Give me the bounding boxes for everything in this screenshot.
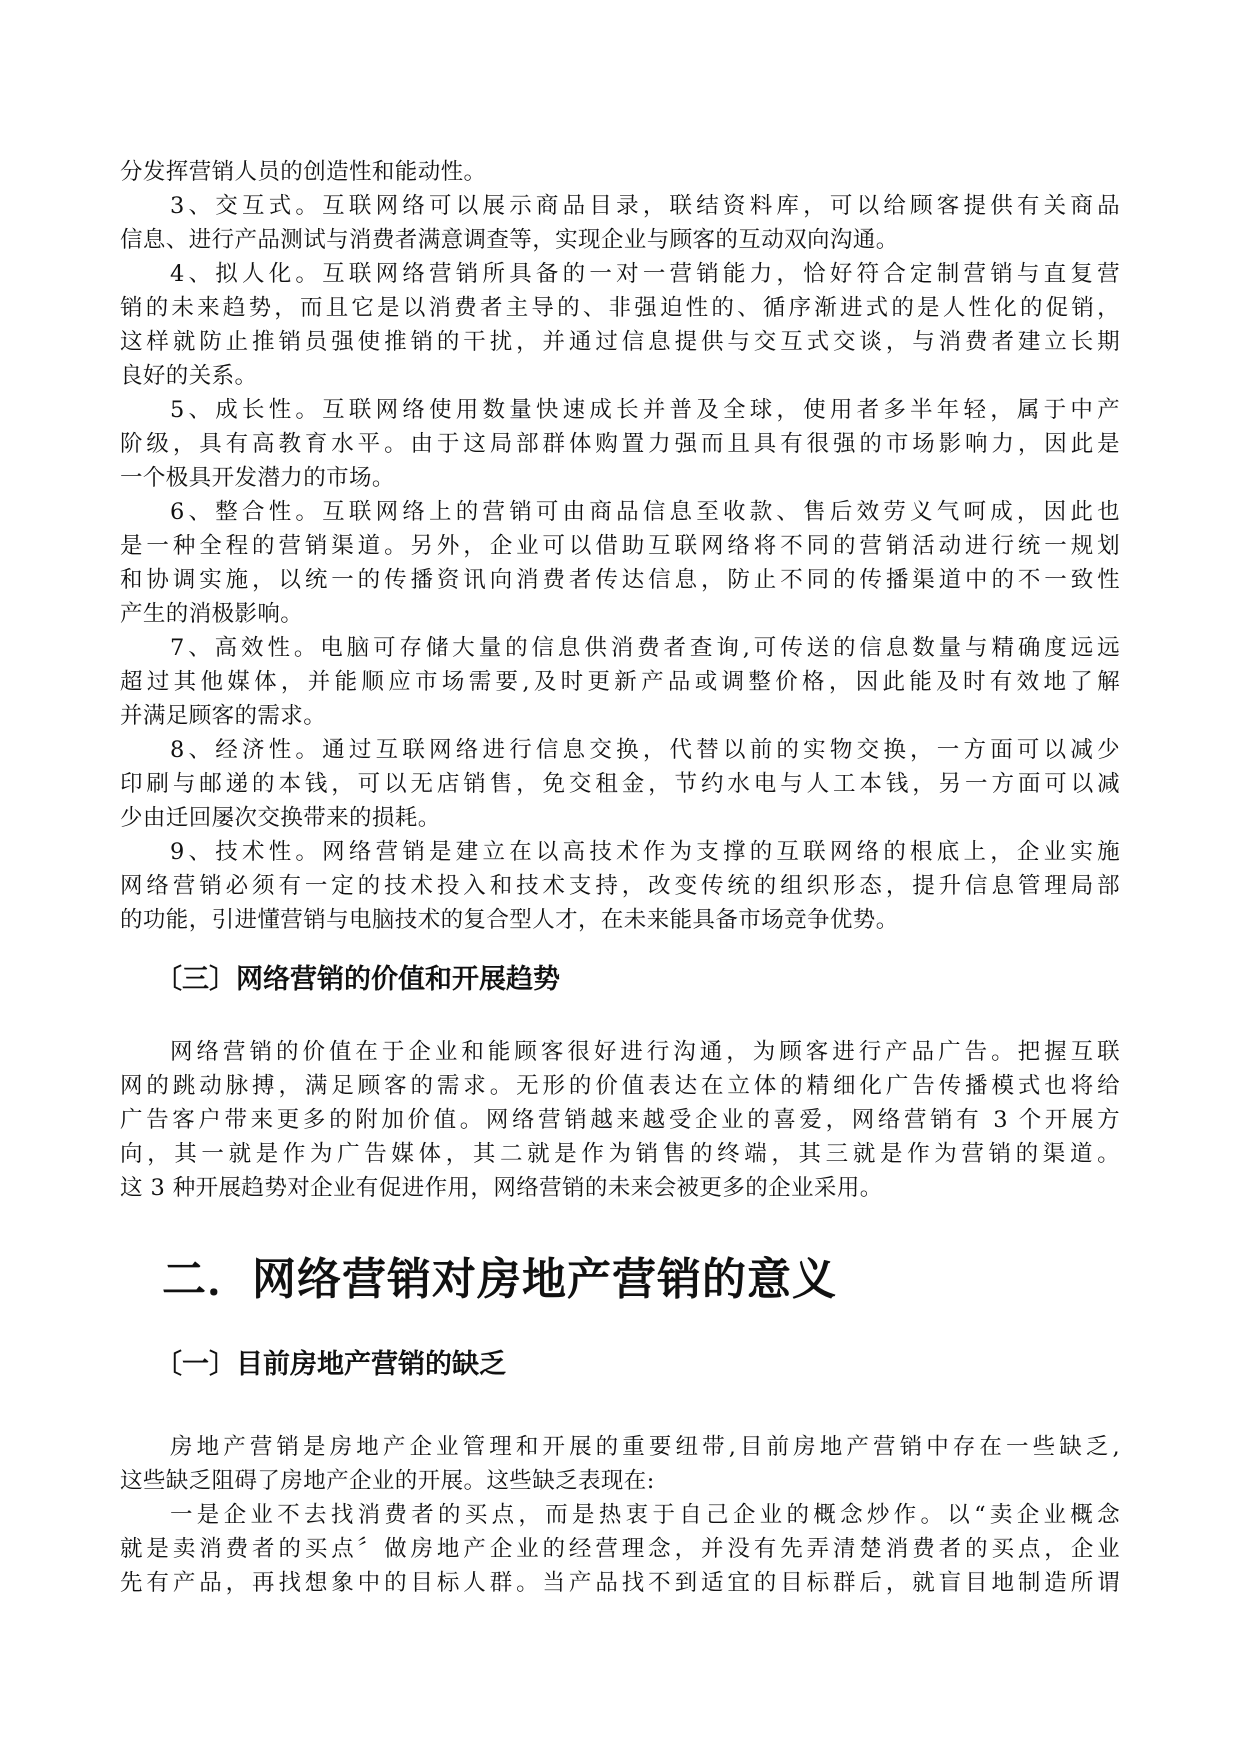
paragraph-line: 少由迁回屡次交换带来的损耗。 xyxy=(120,805,441,831)
paragraph-line: 3、交互式。互联网络可以展示商品目录，联结资料库，可以给顾客提供有关商品 xyxy=(170,193,1120,219)
paragraph-line: 先有产品，再找想象中的目标人群。当产品找不到适宜的目标群后，就盲目地制造所谓 xyxy=(120,1570,1120,1596)
paragraph-line: 这 3 种开展趋势对企业有促进作用，网络营销的未来会被更多的企业采用。 xyxy=(120,1175,883,1201)
paragraph-line: 向，其一就是作为广告媒体，其二就是作为销售的终端，其三就是作为营销的渠道。 xyxy=(120,1141,1120,1167)
paragraph-line: 这样就防止推销员强使推销的干扰，并通过信息提供与交互式交谈，与消费者建立长期 xyxy=(120,329,1120,355)
paragraph-line: 产生的消极影响。 xyxy=(120,601,304,627)
paragraph-line: 5、成长性。互联网络使用数量快速成长并普及全球，使用者多半年轻，属于中产 xyxy=(170,397,1120,423)
chapter-heading: 二．网络营销对房地产营销的意义 xyxy=(162,1254,837,1305)
paragraph-line: 分发挥营销人员的创造性和能动性。 xyxy=(120,159,487,185)
paragraph-line: 的功能，引进懂营销与电脑技术的复合型人才，在未来能具备市场竞争优势。 xyxy=(120,907,899,933)
paragraph-line: 房地产营销是房地产企业管理和开展的重要纽带,目前房地产营销中存在一些缺乏, xyxy=(170,1434,1120,1460)
paragraph-line: 7、高效性。电脑可存储大量的信息供消费者查询,可传送的信息数量与精确度远远 xyxy=(170,635,1120,661)
paragraph-line: 网络营销的价值在于企业和能顾客很好进行沟通，为顾客进行产品广告。把握互联 xyxy=(170,1039,1120,1065)
paragraph-line: 9、技术性。网络营销是建立在以高技术作为支撑的互联网络的根底上，企业实施 xyxy=(170,839,1120,865)
paragraph-line: 信息、进行产品测试与消费者满意调查等，实现企业与顾客的互动双向沟通。 xyxy=(120,227,899,253)
paragraph-line: 良好的关系。 xyxy=(120,363,258,389)
paragraph-line: 就是卖消费者的买点〞做房地产企业的经营理念，并没有先弄清楚消费者的买点，企业 xyxy=(120,1536,1120,1562)
paragraph-line: 一个极具开发潜力的市场。 xyxy=(120,465,395,491)
paragraph-line: 一是企业不去找消费者的买点，而是热衷于自己企业的概念炒作。以“卖企业概念 xyxy=(170,1502,1120,1528)
paragraph-line: 广告客户带来更多的附加价值。网络营销越来越受企业的喜爱，网络营销有 3 个开展方 xyxy=(120,1107,1120,1133)
paragraph-line: 和协调实施，以统一的传播资讯向消费者传达信息，防止不同的传播渠道中的不一致性 xyxy=(120,567,1120,593)
paragraph-line: 6、整合性。互联网络上的营销可由商品信息至收款、售后效劳义气呵成，因此也 xyxy=(170,499,1120,525)
paragraph-line: 网的跳动脉搏，满足顾客的需求。无形的价值表达在立体的精细化广告传播模式也将给 xyxy=(120,1073,1120,1099)
paragraph-line: 并满足顾客的需求。 xyxy=(120,703,327,729)
paragraph-line: 销的未来趋势，而且它是以消费者主导的、非强迫性的、循序渐进式的是人性化的促销， xyxy=(120,295,1120,321)
section-heading: 〔一〕目前房地产营销的缺乏 xyxy=(155,1349,506,1380)
paragraph-line: 这些缺乏阻碍了房地产企业的开展。这些缺乏表现在: xyxy=(120,1468,655,1494)
paragraph-line: 网络营销必须有一定的技术投入和技术支持，改变传统的组织形态，提升信息管理局部 xyxy=(120,873,1120,899)
paragraph-line: 8、经济性。通过互联网络进行信息交换，代替以前的实物交换，一方面可以减少 xyxy=(170,737,1120,763)
section-heading: 〔三〕网络营销的价值和开展趋势 xyxy=(155,964,560,995)
paragraph-line: 超过其他媒体，并能顺应市场需要,及时更新产品或调整价格，因此能及时有效地了解 xyxy=(120,669,1120,695)
paragraph-line: 阶级，具有高教育水平。由于这局部群体购置力强而且具有很强的市场影响力，因此是 xyxy=(120,431,1120,457)
paragraph-line: 是一种全程的营销渠道。另外，企业可以借助互联网络将不同的营销活动进行统一规划 xyxy=(120,533,1120,559)
paragraph-line: 4、拟人化。互联网络营销所具备的一对一营销能力，恰好符合定制营销与直复营 xyxy=(170,261,1120,287)
paragraph-line: 印刷与邮递的本钱，可以无店销售，免交租金，节约水电与人工本钱，另一方面可以减 xyxy=(120,771,1120,797)
